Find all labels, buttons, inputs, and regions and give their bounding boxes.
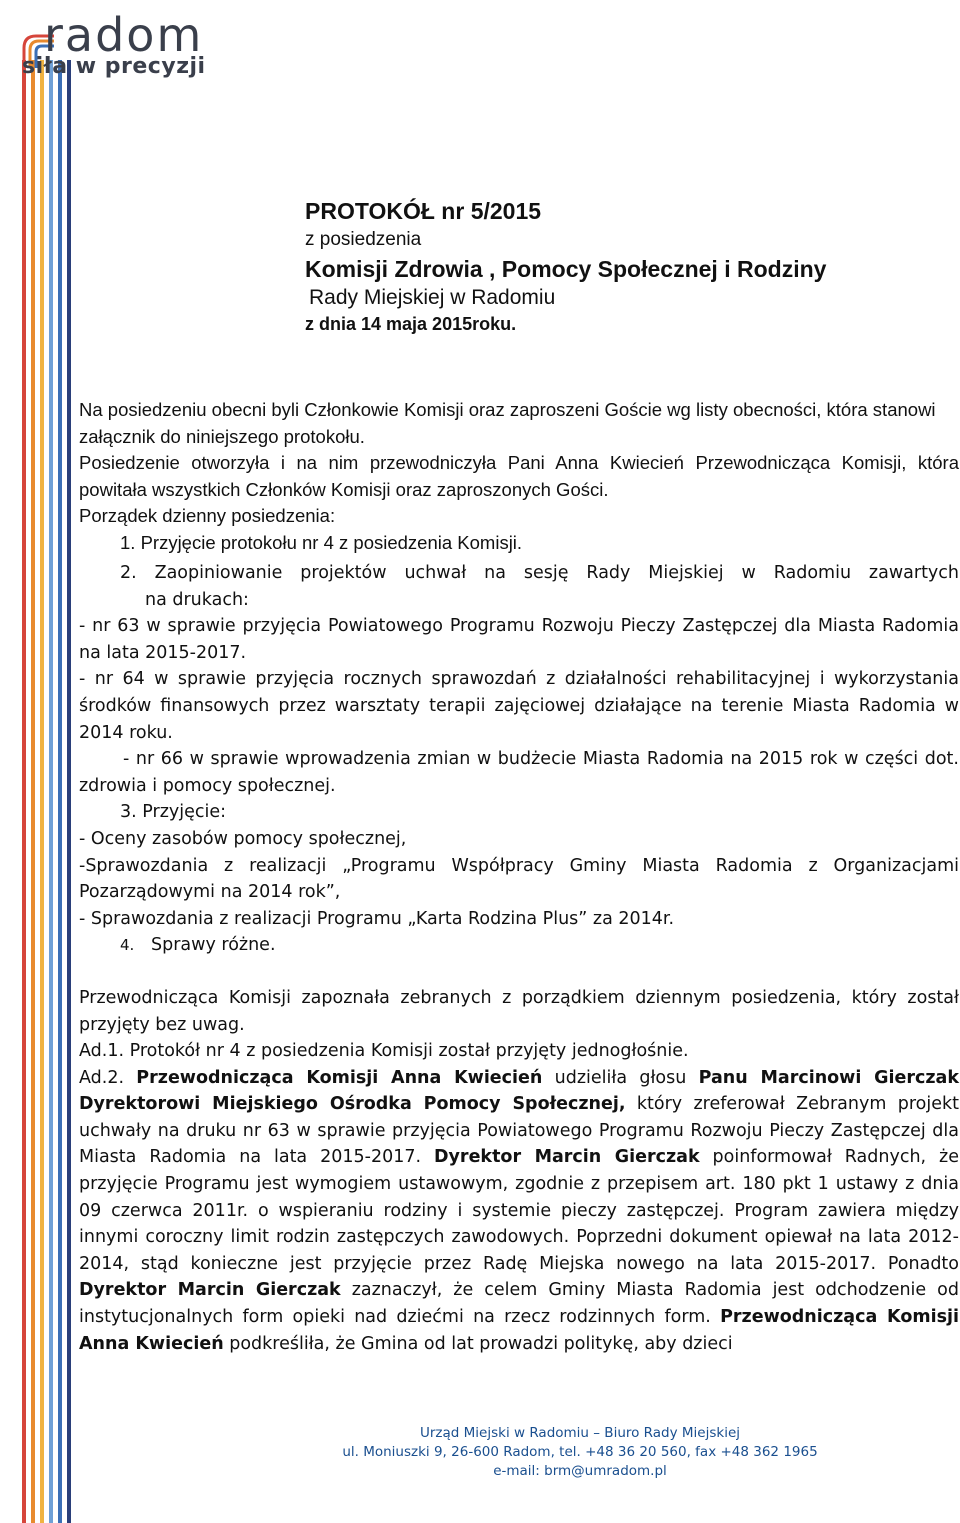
ad2-text-3: poinformował Radnych, że przyjęcie Programu jest wymogiem ustawowym, zgodnie z przepisem art. 180 pkt 1 ustawy z dnia 09 czerwca 2011r. o wspieraniu rodziny i systemie pieczy zastępczej. Program zawiera między innymi coroczny limit rodzin zastępczych zawodowych. Poprzedni dokument opiewał na lata 2012-2014, stąd konieczne jest przyjęcie przez Radę Miejska nowego na lata 2015-2017. Ponadto [79, 1147, 959, 1274]
main-content [79, 560, 959, 1357]
agenda-item-3: 3. Przyjęcie: [120, 802, 227, 823]
agenda-nr64: - nr 64 w sprawie przyjęcia rocznych sprawozdań z działalności rehabilitacyjnej i wykorzystania środków finansowych przez warsztaty terapii zajęciowej działające na terenie Miasta Radomia w 2014 roku. [79, 669, 959, 743]
ad2-text-1: udzieliła głosu [542, 1067, 699, 1088]
agenda-nr66: - nr 66 w sprawie wprowadzenia zmian w budżecie Miasta Radomia na 2015 rok w części dot. zdrowia i pomocy społecznej. [79, 749, 959, 796]
page-footer [0, 1424, 960, 1481]
attendance-paragraph: Na posiedzeniu obecni byli Członkowie Komisji oraz zaproszeni Goście wg listy obecności, która stanowi załącznik do niniejszego protokołu. [79, 399, 936, 447]
acceptance-paragraph: Przewodnicząca Komisji zapoznała zebranych z porządkiem dziennym posiedzenia, który został przyjęty bez uwag. [79, 987, 959, 1035]
council-name: Rady Miejskiej w Radomiu [309, 286, 556, 309]
logo-word: radom [44, 8, 204, 62]
ad2-bold-director: Panu Marcinowi Gierczak Dyrektorowi Miejskiego Ośrodka Pomocy Społecznej, [79, 1067, 960, 1115]
logo-tagline: siła w precyzji [22, 54, 206, 79]
ad2-bold-chair: Przewodnicząca Komisji Anna Kwiecień [136, 1067, 543, 1088]
document-title: PROTOKÓŁ nr 5/2015 [305, 198, 542, 224]
ad2-bold-chair-2: Przewodnicząca Komisji Anna Kwiecień [79, 1307, 959, 1354]
agenda-item-1: 1. Przyjęcie protokołu nr 4 z posiedzenia Komisji. [120, 531, 523, 553]
document-subtitle: z posiedzenia [305, 229, 422, 250]
decorative-stripes [0, 0, 72, 1523]
agenda-item-2: 2. Zaopiniowanie projektów uchwał na sesję Rady Miejskiej w Radomiu zawartych [120, 563, 959, 583]
document-date: z dnia 14 maja 2015roku. [305, 314, 517, 334]
footer-office: Urząd Miejski w Radomiu – Biuro Rady Miejskiej [420, 1425, 740, 1441]
ad2-bold-director-2: Dyrektor Marcin Gierczak [434, 1147, 700, 1168]
footer-address: ul. Moniuszki 9, 26-600 Radom, tel. +48 36 20 560, fax +48 362 1965 [342, 1444, 818, 1460]
agenda-item-4 [79, 932, 959, 959]
ad2-bold-director-3: Dyrektor Marcin Gierczak [79, 1280, 341, 1301]
ad2-text-4: zaznaczył, że celem Gminy Miasta Radomia jest odchodzenie od instytucjonalnych form opieki nad dziećmi na rzecz rodzinnych form. [79, 1280, 959, 1328]
intro-section [79, 397, 959, 556]
agenda-item-4-number: 4. [120, 936, 135, 955]
opening-paragraph: Posiedzenie otworzyła i na nim przewodniczyła Pani Anna Kwiecień Przewodnicząca Komisji, która powitała wszystkich Członków Komisji oraz zaproszonych Gości. [79, 452, 959, 500]
committee-name: Komisji Zdrowia , Pomocy Społecznej i Rodziny [305, 256, 827, 282]
agenda-item-3b: -Sprawozdania z realizacji „Programu Współpracy Gminy Miasta Radomia z Organizacjami Pozarządowymi na 2014 rok”, [79, 855, 959, 903]
ad1-paragraph: Ad.1. Protokół nr 4 z posiedzenia Komisji został przyjęty jednogłośnie. [79, 1041, 689, 1062]
agenda-heading: Porządek dzienny posiedzenia: [79, 505, 336, 526]
document-header [305, 196, 826, 336]
agenda-item-4-text: Sprawy różne. [151, 935, 276, 956]
agenda-item-3a: - Oceny zasobów pomocy społecznej, [79, 828, 407, 849]
agenda-item-3c: - Sprawozdania z realizacji Programu „Karta Rodzina Plus” za 2014r. [79, 908, 675, 929]
agenda-nr63: - nr 63 w sprawie przyjęcia Powiatowego Programu Rozwoju Pieczy Zastępczej dla Miasta Radomia na lata 2015-2017. [79, 616, 959, 663]
ad2-paragraph [79, 1065, 959, 1358]
ad2-lead: Ad.2. [79, 1067, 137, 1088]
ad2-text-2: który zreferował Zebranym projekt uchwały na druku nr 63 w sprawie przyjęcia Powiatowego Programu Rozwoju Pieczy Zastępczej dla Miasta Radomia na lata 2015-2017. [79, 1094, 959, 1168]
footer-email[interactable]: e-mail: brm@umradom.pl [493, 1463, 667, 1479]
ad2-text-5: podkreśliła, że Gmina od lat prowadzi politykę, aby dzieci [223, 1333, 733, 1354]
agenda-item-2-cont: na drukach: [145, 589, 249, 610]
